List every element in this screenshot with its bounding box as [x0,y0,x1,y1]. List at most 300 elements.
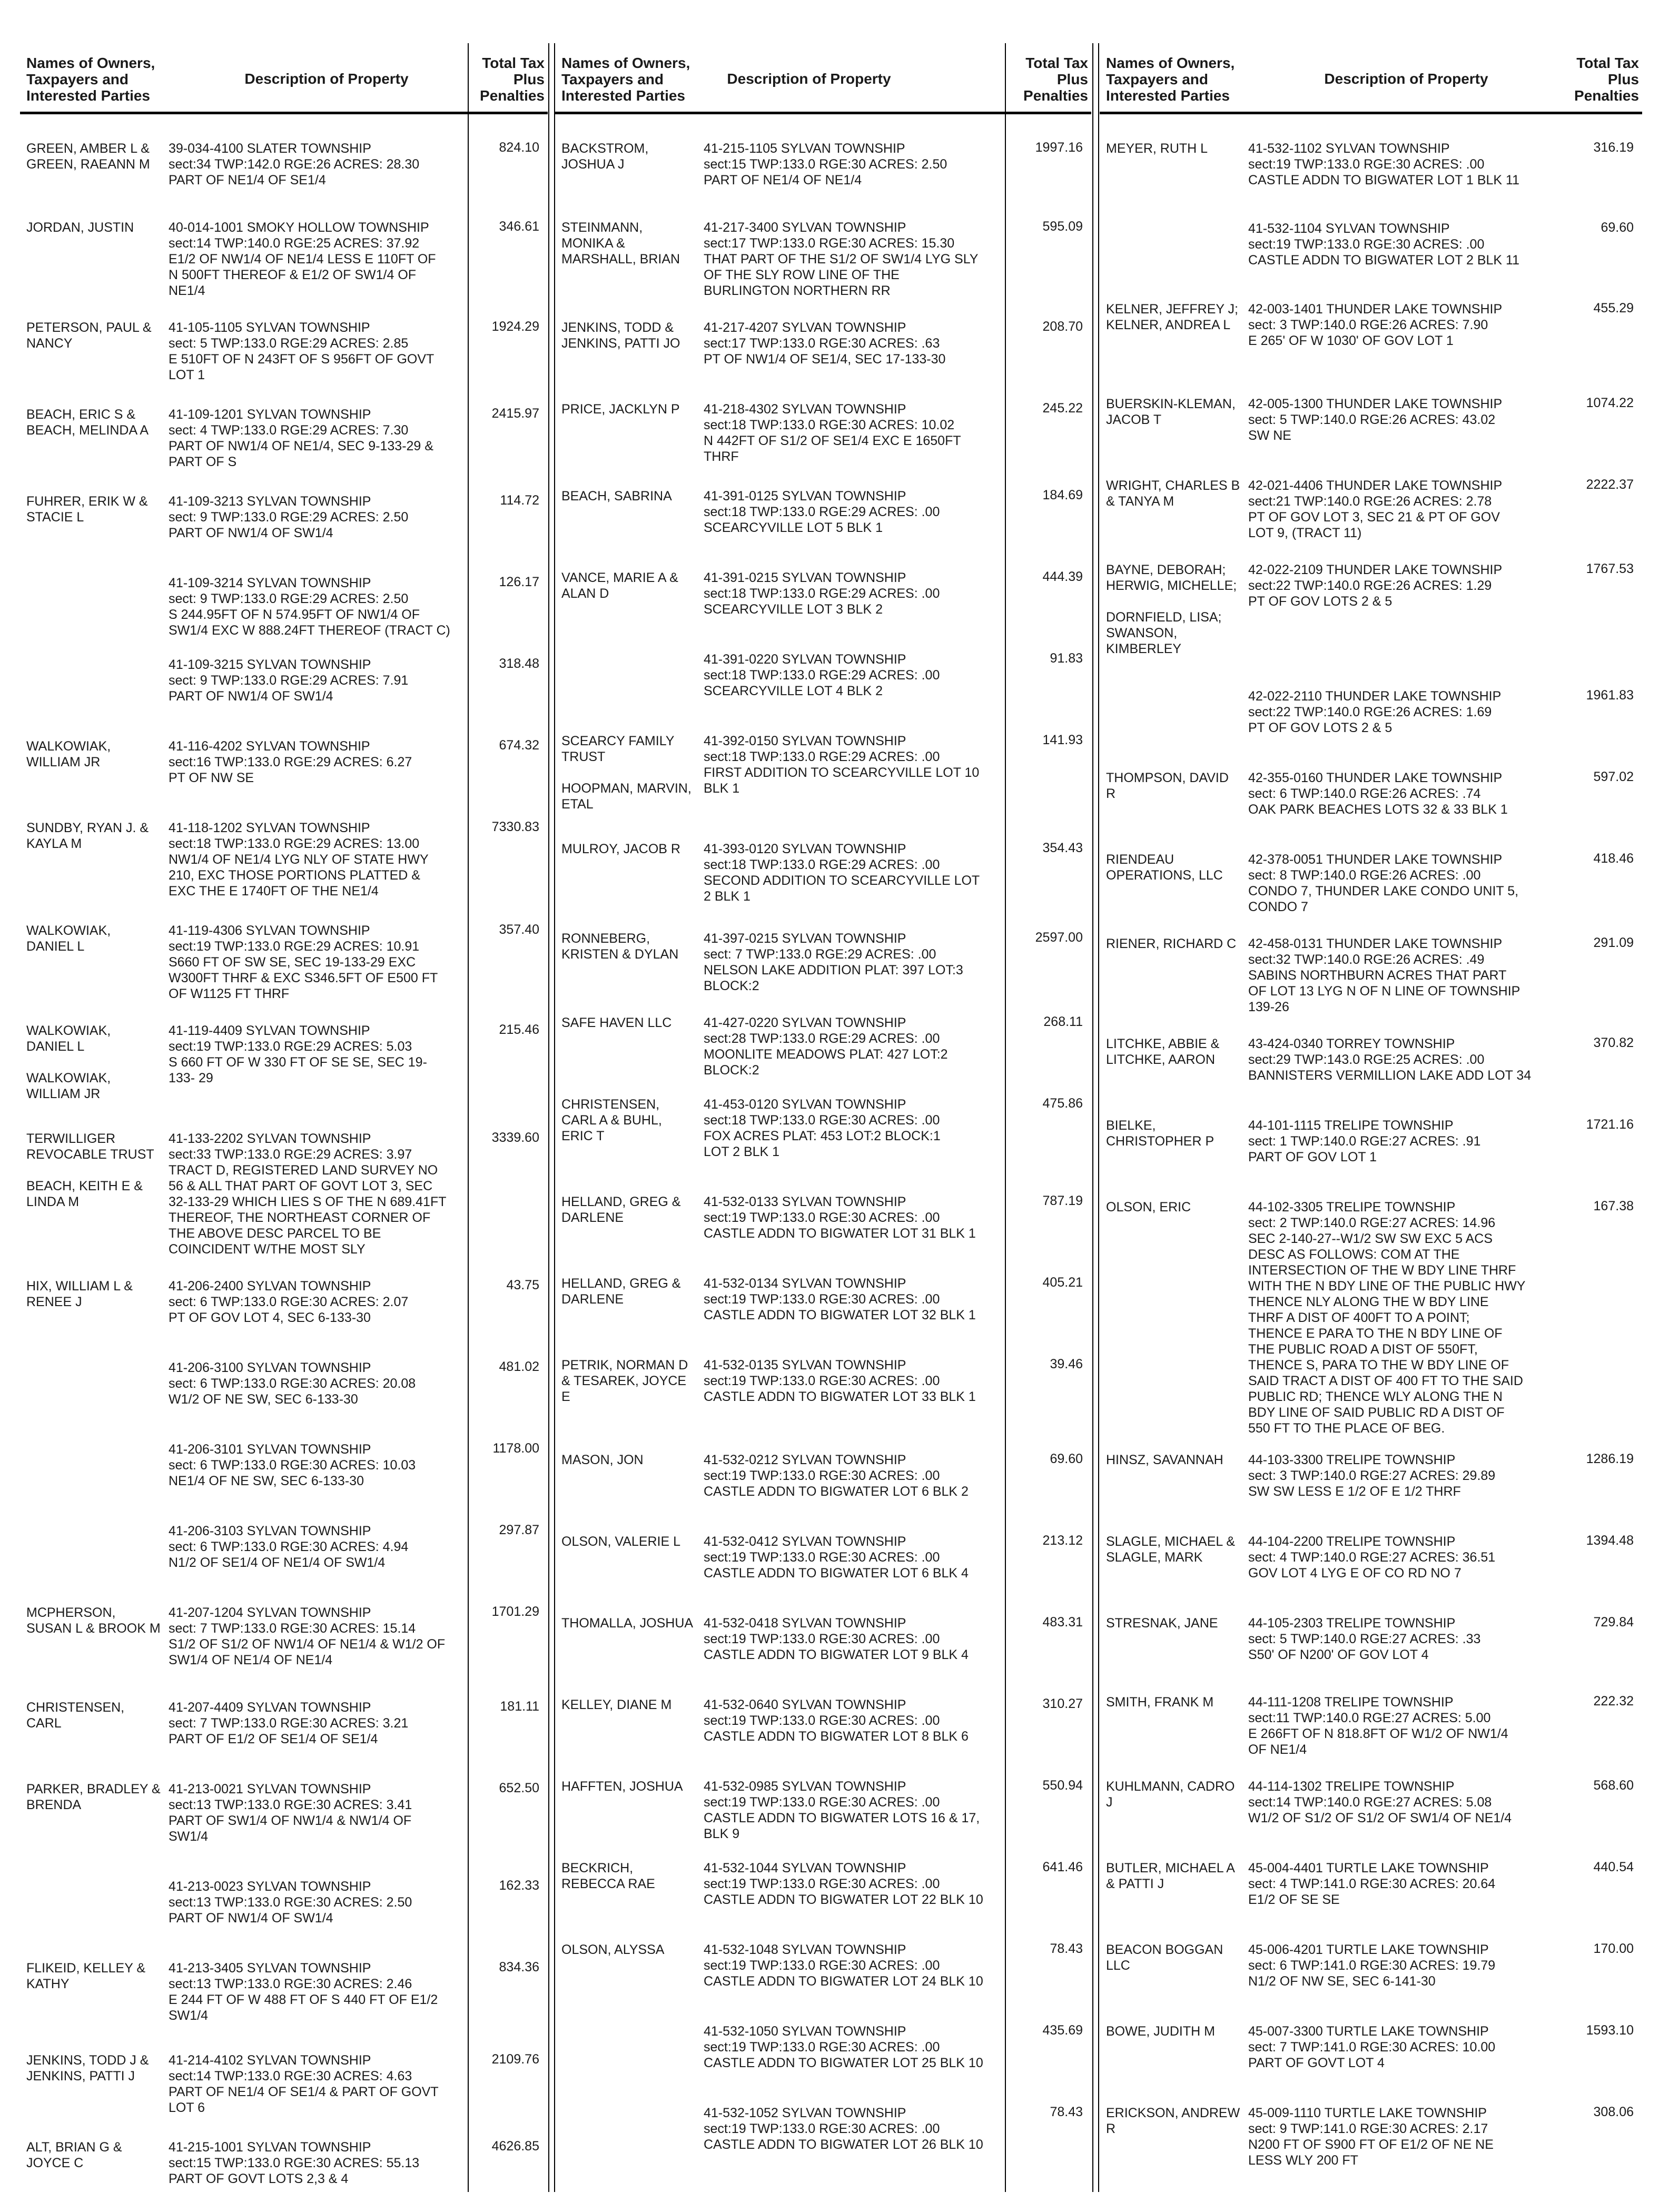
description-line: sect: 6 TWP:133.0 RGE:30 ACRES: 20.08 [169,1376,416,1391]
total-tax-amount: 3339.60 [491,1130,539,1145]
total-tax-amount: 641.46 [1042,1860,1083,1874]
total-tax-header: Total Tax Plus Penalties [1574,55,1639,104]
description-line: sect:13 TWP:133.0 RGE:30 ACRES: 2.46 [169,1977,412,1991]
owner-name-primary: CHRISTENSEN, CARL A & BUHL, ERIC T [561,1097,662,1143]
listing-column-3 [1100,43,1642,2168]
description-line: W300FT THRF & EXC S346.5FT OF E500 FT [169,971,438,985]
description-line: BLOCK:2 [704,1063,759,1078]
owner-name [26,1278,161,1310]
description-line: 41-207-1204 SYLVAN TOWNSHIP [169,1605,371,1620]
description-line: 41-215-1001 SYLVAN TOWNSHIP [169,2140,371,2155]
description-line: N 442FT OF S1/2 OF SE1/4 EXC E 1650FT [704,433,961,448]
column-header [555,43,1091,114]
description-line: sect:32 TWP:140.0 RGE:26 ACRES: .49 [1248,952,1485,967]
owner-name-secondary: HOOPMAN, MARVIN, ETAL [561,781,692,812]
description-line: N1/2 OF NW SE, SEC 6-141-30 [1248,1974,1436,1989]
owner-name-primary: LITCHKE, ABBIE & LITCHKE, AARON [1106,1036,1220,1067]
total-tax-amount: 167.38 [1593,1199,1634,1213]
total-tax-amount: 141.93 [1042,733,1083,747]
description-line: W1/2 OF S1/2 OF S1/2 OF SW1/4 OF NE1/4 [1248,1811,1512,1825]
owner-name-primary: SLAGLE, MICHAEL & SLAGLE, MARK [1106,1534,1235,1565]
description-line: SW NE [1248,428,1291,443]
total-tax-amount: 444.39 [1042,569,1083,584]
description-line: THRF [704,449,739,464]
description-line: E 510FT OF N 243FT OF S 956FT OF GOVT [169,352,434,367]
description-line: CASTLE ADDN TO BIGWATER LOT 24 BLK 10 [704,1974,983,1989]
description-line: SABINS NORTHBURN ACRES THAT PART [1248,968,1507,983]
owner-name [561,320,696,351]
description-line: 41-393-0120 SYLVAN TOWNSHIP [704,842,906,856]
description-line: 41-532-0135 SYLVAN TOWNSHIP [704,1358,906,1372]
total-tax-amount: 2415.97 [491,406,539,421]
owner-name-primary: WALKOWIAK, WILLIAM JR [26,739,111,769]
total-tax-amount: 483.31 [1042,1615,1083,1630]
property-description [169,1523,408,1571]
description-line: 41-532-1052 SYLVAN TOWNSHIP [704,2106,906,2120]
owner-name [1106,1036,1240,1068]
owner-name-primary: BUTLER, MICHAEL A & PATTI J [1106,1861,1235,1891]
tax-list-sheet [20,43,1642,2192]
owner-name-primary: KELLEY, DIANE M [561,1697,672,1712]
description-line: EXC THE E 1740FT OF THE NE1/4 [169,884,379,898]
owner-name [561,841,696,857]
owner-name-primary: RIENER, RICHARD C [1106,936,1237,951]
property-description [1248,141,1519,188]
description-line: W1/2 OF NE SW, SEC 6-133-30 [169,1392,358,1407]
total-tax-amount: 357.40 [499,922,539,937]
description-line: sect:19 TWP:133.0 RGE:30 ACRES: .00 [704,1632,940,1646]
description-line: sect: 3 TWP:140.0 RGE:26 ACRES: 7.90 [1248,318,1488,332]
description-line: sect:18 TWP:133.0 RGE:29 ACRES: .00 [704,749,940,764]
owner-name-primary: HINSZ, SAVANNAH [1106,1453,1223,1467]
owner-name-primary: HELLAND, GREG & DARLENE [561,1276,681,1307]
description-line: PART OF GOVT LOT 4 [1248,2056,1385,2070]
property-description [169,1023,427,1086]
description-line: SCEARCYVILLE LOT 4 BLK 2 [704,684,883,698]
description-line: SECOND ADDITION TO SCEARCYVILLE LOT [704,873,980,888]
description-line: sect:19 TWP:133.0 RGE:29 ACRES: 5.03 [169,1039,412,1054]
owner-name [26,2139,161,2171]
owner-name-primary: ERICKSON, ANDREW R [1106,2106,1240,2136]
description-line: 41-532-1050 SYLVAN TOWNSHIP [704,2024,906,2039]
description-line: 41-207-4409 SYLVAN TOWNSHIP [169,1700,371,1715]
owner-name [26,1605,161,1636]
owner-name [561,1452,696,1468]
description-line: 41-453-0120 SYLVAN TOWNSHIP [704,1097,906,1112]
owner-name-primary: PARKER, BRADLEY & BRENDA [26,1782,161,1812]
description-line: THE PUBLIC ROAD A DIST OF 550FT, [1248,1342,1478,1357]
description-line: E 266FT OF N 818.8FT OF W1/2 OF NW1/4 [1248,1726,1508,1741]
description-line: MOONLITE MEADOWS PLAT: 427 LOT:2 [704,1047,948,1062]
owner-name [26,320,161,351]
description-line: 42-021-4406 THUNDER LAKE TOWNSHIP [1248,478,1503,493]
description-line: INTERSECTION OF THE W BDY LINE THRF [1248,1263,1516,1278]
description-line: 41-213-0023 SYLVAN TOWNSHIP [169,1879,371,1894]
owner-name [561,931,696,962]
owner-name-primary: BECKRICH, REBECCA RAE [561,1861,655,1891]
property-description [704,1357,976,1405]
description-line: 44-102-3305 TRELIPE TOWNSHIP [1248,1200,1456,1214]
description-line: PT OF GOV LOT 3, SEC 21 & PT OF GOV [1248,510,1500,525]
property-description [704,320,945,367]
description-line: sect:13 TWP:133.0 RGE:30 ACRES: 2.50 [169,1895,412,1910]
owner-name-primary: ALT, BRIAN G & JOYCE C [26,2140,122,2170]
description-line: PART OF E1/2 OF SE1/4 OF SE1/4 [169,1732,378,1746]
owner-name-primary: THOMALLA, JOSHUA [561,1616,694,1631]
description-line: sect:21 TWP:140.0 RGE:26 ACRES: 2.78 [1248,494,1492,509]
description-line: LOT 6 [169,2100,205,2115]
total-tax-amount: 318.48 [499,656,539,671]
owner-name [561,1015,696,1031]
property-description [169,738,412,786]
description-line: 41-206-3103 SYLVAN TOWNSHIP [169,1524,371,1538]
total-tax-amount: 729.84 [1593,1615,1634,1630]
property-description [1248,2023,1495,2071]
property-description [704,1615,969,1663]
owner-name-primary: VANCE, MARIE A & ALAN D [561,570,678,601]
total-tax-amount: 2222.37 [1586,477,1634,492]
property-description [169,1131,447,1257]
owner-name-secondary: DORNFIELD, LISA; SWANSON, KIMBERLEY [1106,610,1222,656]
description-line: 41-532-1044 SYLVAN TOWNSHIP [704,1861,906,1875]
description-line: 41-206-3101 SYLVAN TOWNSHIP [169,1442,371,1457]
property-description [169,141,419,188]
total-tax-amount: 1394.48 [1586,1533,1634,1548]
owner-name-primary: STEINMANN, MONIKA & MARSHALL, BRIAN [561,220,680,266]
description-line: CASTLE ADDN TO BIGWATER LOT 6 BLK 4 [704,1566,969,1581]
owner-name [1106,1199,1240,1215]
column-divider [548,43,555,2192]
description-line: 41-218-4302 SYLVAN TOWNSHIP [704,402,906,417]
description-line: sect:18 TWP:133.0 RGE:29 ACRES: 13.00 [169,836,420,851]
description-line: PT OF NW SE [169,771,254,785]
description-line: TRACT D, REGISTERED LAND SURVEY NO [169,1163,438,1178]
description-line: sect:18 TWP:133.0 RGE:30 ACRES: 10.02 [704,418,955,432]
owner-name [26,1781,161,1813]
description-line: BLOCK:2 [704,979,759,993]
description-line: PART OF NE1/4 OF NE1/4 [704,173,862,187]
description-line: SW1/4 OF NE1/4 OF NE1/4 [169,1653,333,1667]
description-line: 41-392-0150 SYLVAN TOWNSHIP [704,734,906,748]
total-tax-amount: 7330.83 [491,819,539,834]
description-line: 39-034-4100 SLATER TOWNSHIP [169,141,371,156]
owner-name [26,1700,161,1731]
description-line: WITH THE N BDY LINE OF THE PUBLIC HWY [1248,1279,1526,1293]
description-line: S 244.95FT OF N 574.95FT OF NW1/4 OF [169,607,420,622]
owner-name [1106,2023,1240,2039]
description-line: S1/2 OF S1/2 OF NW1/4 OF NE1/4 & W1/2 OF [169,1637,446,1652]
owner-name-primary: OLSON, ALYSSA [561,1942,665,1957]
description-line: 41-391-0220 SYLVAN TOWNSHIP [704,652,906,667]
description-line: CASTLE ADDN TO BIGWATER LOT 2 BLK 11 [1248,253,1519,268]
description-line: PART OF NE1/4 OF SE1/4 & PART OF GOVT [169,2085,439,2099]
description-line: 41-105-1105 SYLVAN TOWNSHIP [169,320,370,335]
description-line: sect: 7 TWP:133.0 RGE:30 ACRES: 3.21 [169,1716,409,1731]
property-description [1248,1534,1495,1581]
total-tax-amount: 1767.53 [1586,561,1634,576]
owner-name-primary: JENKINS, TODD & JENKINS, PATTI JO [561,320,680,351]
owner-name-primary: MCPHERSON, SUSAN L & BROOK M [26,1605,161,1636]
total-tax-amount: 354.43 [1042,841,1083,855]
description-line: SAID TRACT A DIST OF 400 FT TO THE SAID [1248,1374,1523,1388]
description-line: 41-532-0133 SYLVAN TOWNSHIP [704,1194,906,1209]
description-line: 44-101-1115 TRELIPE TOWNSHIP [1248,1118,1454,1133]
owner-name [561,1194,696,1226]
description-line: sect: 5 TWP:133.0 RGE:29 ACRES: 2.85 [169,336,409,351]
description-line: PART OF NE1/4 OF SE1/4 [169,173,326,187]
description-line: OF LOT 13 LYG N OF N LINE OF TOWNSHIP [1248,984,1520,999]
total-tax-amount: 405.21 [1042,1275,1083,1290]
description-line: BLK 1 [704,781,740,796]
property-description [169,657,408,704]
description-line: sect:19 TWP:133.0 RGE:30 ACRES: .00 [704,1210,940,1225]
description-line: SCEARCYVILLE LOT 5 BLK 1 [704,520,883,535]
owner-name-primary: PRICE, JACKLYN P [561,402,680,417]
description-line: 41-532-0985 SYLVAN TOWNSHIP [704,1779,906,1794]
owner-name-primary: BOWE, JUDITH M [1106,2024,1215,2039]
owner-name-primary: JORDAN, JUSTIN [26,220,134,235]
description-line: 41-116-4202 SYLVAN TOWNSHIP [169,739,370,754]
total-tax-amount: 440.54 [1593,1860,1634,1874]
owner-name [26,407,161,438]
property-description [704,841,980,904]
property-description [169,1605,445,1668]
property-description [704,1097,941,1160]
description-line: 41-206-3100 SYLVAN TOWNSHIP [169,1360,371,1375]
description-line: LOT 1 [169,368,205,382]
description-line: CASTLE ADDN TO BIGWATER LOT 26 BLK 10 [704,2137,983,2152]
description-line: PT OF GOV LOT 4, SEC 6-133-30 [169,1310,371,1325]
total-tax-amount: 674.32 [499,738,539,753]
owners-header: Names of Owners, Taxpayers and Interested Parties [26,55,155,104]
property-description [1248,396,1502,443]
description-line: THRF A DIST OF 400FT TO A POINT; [1248,1310,1470,1325]
property-description [1248,301,1502,349]
owner-name [1106,1942,1240,1973]
description-line: PART OF NW1/4 OF SW1/4 [169,1911,333,1925]
description-line: 41-119-4306 SYLVAN TOWNSHIP [169,923,370,938]
owner-name-primary: SCEARCY FAMILY TRUST [561,734,674,764]
total-tax-amount: 39.46 [1050,1357,1083,1371]
total-tax-amount: 1593.10 [1586,2023,1634,2038]
property-description [169,220,436,299]
owner-name [1106,1452,1240,1468]
property-description [1248,1199,1525,1436]
description-line: PT OF GOV LOTS 2 & 5 [1248,594,1393,609]
owner-name-primary: FUHRER, ERIK W & STACIE L [26,494,148,525]
property-description [169,1700,408,1747]
owner-name [1106,1534,1240,1565]
description-header: Description of Property [1324,71,1488,87]
owner-name-primary: HELLAND, GREG & DARLENE [561,1194,681,1225]
description-line: LOT 2 BLK 1 [704,1144,780,1159]
property-description [1248,1694,1508,1757]
description-line: sect:22 TWP:140.0 RGE:26 ACRES: 1.29 [1248,578,1492,593]
description-line: CASTLE ADDN TO BIGWATER LOT 31 BLK 1 [704,1226,976,1241]
description-line: sect:19 TWP:133.0 RGE:30 ACRES: .00 [704,1795,940,1810]
description-line: 210, EXC THOSE PORTIONS PLATTED & [169,868,420,883]
total-tax-amount: 595.09 [1042,219,1083,234]
total-tax-amount: 184.69 [1042,488,1083,502]
owner-name [561,570,696,601]
description-line: sect:14 TWP:133.0 RGE:30 ACRES: 4.63 [169,2069,412,2083]
owner-name [26,738,161,770]
description-line: 45-007-3300 TURTLE LAKE TOWNSHIP [1248,2024,1489,2039]
description-line: 41-109-3213 SYLVAN TOWNSHIP [169,494,371,509]
description-line: 41-109-3214 SYLVAN TOWNSHIP [169,576,371,590]
description-line: E 244 FT OF W 488 FT OF S 440 FT OF E1/2 [169,1992,438,2007]
description-line: sect: 4 TWP:141.0 RGE:30 ACRES: 20.64 [1248,1877,1496,1891]
owner-name [561,1860,696,1892]
column-rule [468,43,469,2192]
description-line: sect:15 TWP:133.0 RGE:30 ACRES: 55.13 [169,2156,420,2170]
property-description [169,2052,439,2116]
description-line: 44-104-2200 TRELIPE TOWNSHIP [1248,1534,1456,1549]
total-tax-amount: 291.09 [1593,935,1634,950]
description-line: sect:17 TWP:133.0 RGE:30 ACRES: .63 [704,336,940,351]
property-description [704,651,940,699]
description-line: sect: 6 TWP:133.0 RGE:30 ACRES: 10.03 [169,1458,416,1473]
description-line: 44-114-1302 TRELIPE TOWNSHIP [1248,1779,1455,1794]
total-tax-amount: 787.19 [1042,1193,1083,1208]
owner-name-primary: OLSON, ERIC [1106,1200,1191,1214]
owner-name [26,493,161,525]
owner-name [26,220,161,235]
description-line: sect:13 TWP:133.0 RGE:30 ACRES: 3.41 [169,1798,412,1812]
owner-name [1106,396,1240,428]
description-line: NELSON LAKE ADDITION PLAT: 397 LOT:3 [704,963,963,977]
property-description [704,1697,969,1744]
description-line: sect: 2 TWP:140.0 RGE:27 ACRES: 14.96 [1248,1216,1496,1230]
owner-name-primary: SUNDBY, RYAN J. & KAYLA M [26,821,149,851]
description-line: sect: 7 TWP:133.0 RGE:30 ACRES: 15.14 [169,1621,416,1636]
description-line: BLK 9 [704,1826,740,1841]
description-line: sect: 1 TWP:140.0 RGE:27 ACRES: .91 [1248,1134,1481,1149]
property-description [704,488,940,536]
description-line: sect:19 TWP:133.0 RGE:30 ACRES: .00 [1248,237,1485,252]
property-description [1248,1615,1480,1663]
property-description [704,570,940,617]
property-description [704,1860,983,1908]
property-description [169,320,434,383]
description-line: sect: 6 TWP:133.0 RGE:30 ACRES: 2.07 [169,1295,409,1309]
owner-name-primary: THOMPSON, DAVID R [1106,771,1229,801]
property-description [704,1194,976,1241]
description-line: 41-532-0134 SYLVAN TOWNSHIP [704,1276,906,1291]
property-description [169,923,438,1002]
description-line: 41-532-0412 SYLVAN TOWNSHIP [704,1534,906,1549]
description-line: CASTLE ADDN TO BIGWATER LOT 8 BLK 6 [704,1729,969,1744]
description-line: N200 FT OF S900 FT OF E1/2 OF NE NE [1248,2137,1494,2152]
property-description [704,1015,948,1078]
description-line: PART OF GOV LOT 1 [1248,1150,1377,1164]
description-line: S660 FT OF SW SE, SEC 19-133-29 EXC [169,955,416,970]
description-line: 42-355-0160 THUNDER LAKE TOWNSHIP [1248,771,1503,785]
owner-name [26,1960,161,1992]
total-tax-amount: 316.19 [1593,140,1634,155]
property-description [1248,1860,1495,1908]
description-line: LESS WLY 200 FT [1248,2153,1358,2168]
total-tax-amount: 245.22 [1042,401,1083,416]
description-line: PART OF NW1/4 OF SW1/4 [169,526,333,540]
property-description [1248,1118,1480,1165]
description-line: 41-532-1102 SYLVAN TOWNSHIP [1248,141,1450,156]
description-line: sect: 4 TWP:133.0 RGE:29 ACRES: 7.30 [169,423,409,438]
description-line: 41-532-1048 SYLVAN TOWNSHIP [704,1942,906,1957]
description-line: PART OF S [169,455,237,469]
property-description [169,1781,412,1844]
description-line: sect: 9 TWP:133.0 RGE:29 ACRES: 2.50 [169,591,409,606]
total-tax-amount: 1961.83 [1586,688,1634,703]
owner-name [561,1615,696,1631]
owner-name [561,1276,696,1307]
description-line: 41-213-3405 SYLVAN TOWNSHIP [169,1961,371,1976]
property-description [169,1960,438,2023]
description-line: sect:16 TWP:133.0 RGE:29 ACRES: 6.27 [169,755,412,769]
owner-name [1106,1615,1240,1631]
description-line: SW1/4 [169,1829,209,1844]
property-description [169,2139,419,2187]
description-line: sect:19 TWP:133.0 RGE:29 ACRES: 10.91 [169,939,420,954]
owners-header: Names of Owners, Taxpayers and Interested Parties [1106,55,1235,104]
owners-header: Names of Owners, Taxpayers and Interested Parties [561,55,690,104]
property-description [1248,221,1519,268]
description-line: CASTLE ADDN TO BIGWATER LOT 6 BLK 2 [704,1484,969,1499]
property-description [704,931,963,994]
description-line: sect:19 TWP:133.0 RGE:30 ACRES: .00 [704,1292,940,1307]
description-line: sect:33 TWP:133.0 RGE:29 ACRES: 3.97 [169,1147,412,1162]
description-line: sect:19 TWP:133.0 RGE:30 ACRES: .00 [704,2121,940,2136]
description-line: sect:19 TWP:133.0 RGE:30 ACRES: .00 [704,1877,940,1891]
owner-name-primary: BAYNE, DEBORAH; HERWIG, MICHELLE; [1106,562,1237,593]
total-tax-amount: 597.02 [1593,769,1634,784]
total-tax-amount: 91.83 [1050,651,1083,666]
owner-name-primary: FLIKEID, KELLEY & KATHY [26,1961,146,1991]
total-tax-amount: 550.94 [1042,1778,1083,1793]
property-description [704,1779,980,1842]
owner-name [1106,478,1240,509]
listing-column-2 [555,43,1091,2152]
owner-name [561,141,696,172]
owner-name [1106,562,1240,657]
description-line: sect:34 TWP:142.0 RGE:26 ACRES: 28.30 [169,157,420,172]
description-line: FOX ACRES PLAT: 453 LOT:2 BLOCK:1 [704,1129,941,1143]
description-line: SW SW LESS E 1/2 OF E 1/2 THRF [1248,1484,1461,1499]
description-line: sect:19 TWP:133.0 RGE:30 ACRES: .00 [704,2040,940,2055]
total-tax-amount: 308.06 [1593,2105,1634,2119]
description-line: sect:17 TWP:133.0 RGE:30 ACRES: 15.30 [704,236,955,251]
description-line: 44-105-2303 TRELIPE TOWNSHIP [1248,1616,1456,1631]
description-line: 44-103-3300 TRELIPE TOWNSHIP [1248,1453,1456,1467]
description-line: THENCE S, PARA TO THE W BDY LINE OF [1248,1358,1509,1372]
owner-name [1106,2105,1240,2137]
description-line: 41-206-2400 SYLVAN TOWNSHIP [169,1279,371,1293]
total-tax-amount: 455.29 [1593,301,1634,315]
owner-name-primary: BEACH, ERIC S & BEACH, MELINDA A [26,407,149,438]
property-description [704,1942,983,1989]
description-line: OAK PARK BEACHES LOTS 32 & 33 BLK 1 [1248,802,1508,817]
total-tax-amount: 297.87 [499,1523,539,1537]
description-line: sect:18 TWP:133.0 RGE:30 ACRES: .00 [704,1113,940,1128]
owner-name [1106,141,1240,156]
property-description [1248,1779,1512,1826]
owner-name-primary: BEACH, SABRINA [561,489,672,503]
owner-name-secondary: BEACH, KEITH E & LINDA M [26,1179,143,1209]
description-line: CASTLE ADDN TO BIGWATER LOTS 16 & 17, [704,1811,980,1825]
description-line: SCEARCYVILLE LOT 3 BLK 2 [704,602,883,617]
description-line: 43-424-0340 TORREY TOWNSHIP [1248,1036,1455,1051]
total-tax-amount: 222.32 [1593,1694,1634,1709]
